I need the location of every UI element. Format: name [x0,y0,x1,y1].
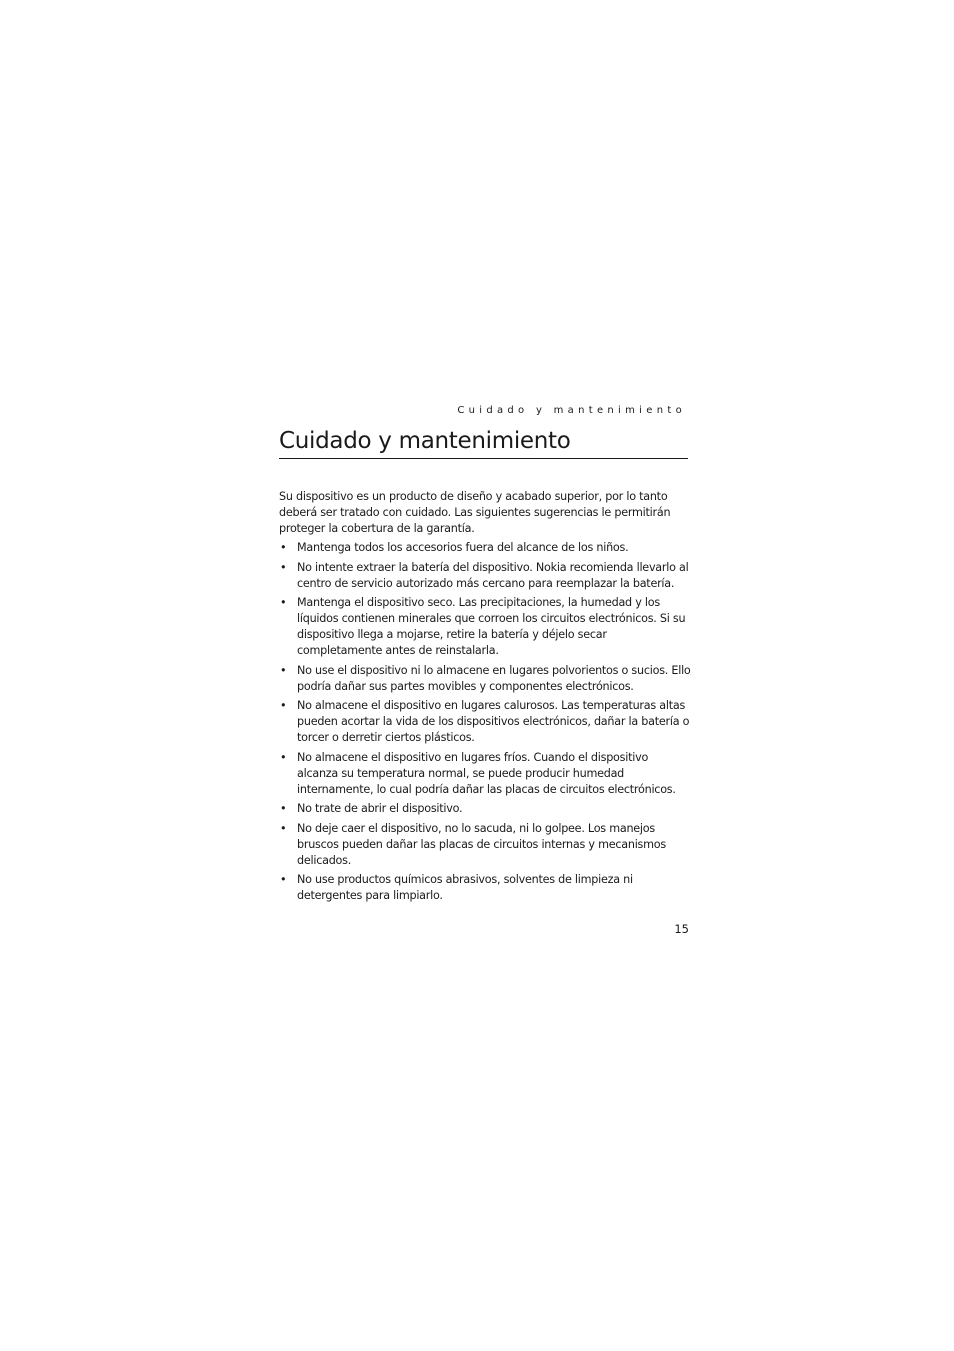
list-item [279,821,691,869]
bullet-icon: • [280,750,287,764]
bullet-icon: • [280,873,287,886]
running-header: Cuidado y mantenimiento [457,405,686,416]
bullet-icon: • [280,541,287,554]
bullet-icon: • [280,560,287,574]
list-item-text: No deje caer el dispositivo, no lo sacuda, ni lo golpee. Los manejos bruscos pueden dañar las placas de circuitos internas y mecanismos delicados. [297,821,666,867]
list-item [279,750,691,798]
page-title: Cuidado y mantenimiento [279,424,688,459]
list-item [279,560,691,592]
bullet-icon: • [280,663,287,677]
list-item [279,698,691,746]
list-item-text: Mantenga el dispositivo seco. Las precipitaciones, la humedad y los líquidos contienen minerales que corroen los circuitos electrónicos. Si su dispositivo llega a mojarse, retire la batería y déjelo secar completamente antes de reinstalarla. [297,596,686,657]
list-item [279,872,691,904]
list-item-text: No use el dispositivo ni lo almacene en lugares polvorientos o sucios. Ello podría dañar sus partes movibles y componentes electrónicos. [297,663,691,693]
page-number: 15 [674,922,689,936]
list-item-text: No trate de abrir el dispositivo. [297,802,463,815]
bullet-icon: • [280,821,287,835]
list-item [279,595,691,659]
list-item [279,540,691,556]
body-text [279,489,691,908]
intro-paragraph: Su dispositivo es un producto de diseño y acabado superior, por lo tanto deberá ser tratado con cuidado. Las siguientes sugerencias le permitirán proteger la cobertura de la garantía. [279,490,671,535]
list-item-text: No almacene el dispositivo en lugares calurosos. Las temperaturas altas pueden acortar la vida de los dispositivos electrónicos, dañar la batería o torcer o derretir ciertos plásticos. [297,699,690,744]
bullet-list [279,540,691,904]
list-item [279,663,691,695]
list-item [279,801,691,817]
bullet-icon: • [280,699,287,712]
list-item-text: No use productos químicos abrasivos, solventes de limpieza ni detergentes para limpiarlo. [297,873,633,902]
list-item-text: No almacene el dispositivo en lugares fríos. Cuando el dispositivo alcanza su temperatura normal, se puede producir humedad internamente, lo cual podría dañar las placas de circuitos electrónicos. [297,750,676,796]
list-item-text: Mantenga todos los accesorios fuera del alcance de los niños. [297,541,629,554]
bullet-icon: • [280,596,287,609]
bullet-icon: • [280,802,287,815]
list-item-text: No intente extraer la batería del dispositivo. Nokia recomienda llevarlo al centro de servicio autorizado más cercano para reemplazar la batería. [297,560,689,590]
